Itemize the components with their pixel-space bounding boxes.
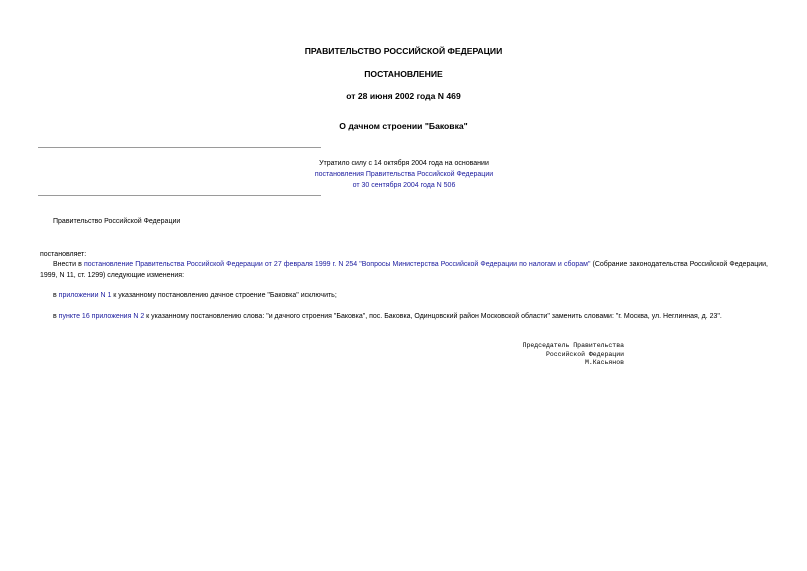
status-text: Утратило силу с 14 октября 2004 года на основании [319,160,489,167]
signature-government: Российской Федерации [545,350,624,358]
signature-name: М.Касьянов [584,359,624,366]
paragraph-appendix-2: в пункте 16 приложения N 2 к указанному постановлению слова: "и дачного строения "Баковка", пос. Баковка, Одинцовский район Московской области" заменить словами: "г. Москва, ул. Неглинная, д. 23". [53,313,722,320]
appendix-1-link[interactable]: приложении N 1 [58,292,112,299]
repeal-decree-link[interactable] [238,169,570,191]
repeal-link-line-2: от 30 сентября 2004 года N 506 [352,182,456,189]
document-date-number: от 28 июня 2002 года N 469 [346,91,461,101]
paragraph-amendment: Внести в постановление Правительства Российской Федерации от 27 февраля 1999 г. N 254 "Вопросы Министерства Российской Федерации по налогам и сборам" (Собрание законодательства Российской Федерации, 1999, N 11, ст. 1299) следующие изменения: [40,261,769,279]
decree-254-link[interactable]: постановление Правительства Российской Федерации от 27 февраля 1999 г. N 254 "Вопросы Министерства Российской Федерации по налогам и сборам" [83,261,591,268]
appendix-2-clause-16-link[interactable]: пункте 16 приложения N 2 [58,313,145,320]
issuer-line: Правительство Российской Федерации [53,218,181,225]
status-note [238,158,570,191]
signature-block [420,342,624,368]
document-title: О дачном строении "Баковка" [339,121,468,131]
document-type-heading: ПОСТАНОВЛЕНИЕ [364,69,443,79]
bottom-divider [38,195,321,196]
signature-position: Председатель Правительства [522,342,624,349]
repeal-link-line-1: постановления Правительства Российской Федерации [314,171,494,178]
top-divider [38,147,321,148]
paragraph-appendix-1: в приложении N 1 к указанному постановлению дачное строение "Баковка" исключить; [53,292,337,299]
decrees-word: постановляет: [40,251,87,258]
issuer-heading: ПРАВИТЕЛЬСТВО РОССИЙСКОЙ ФЕДЕРАЦИИ [304,46,503,56]
